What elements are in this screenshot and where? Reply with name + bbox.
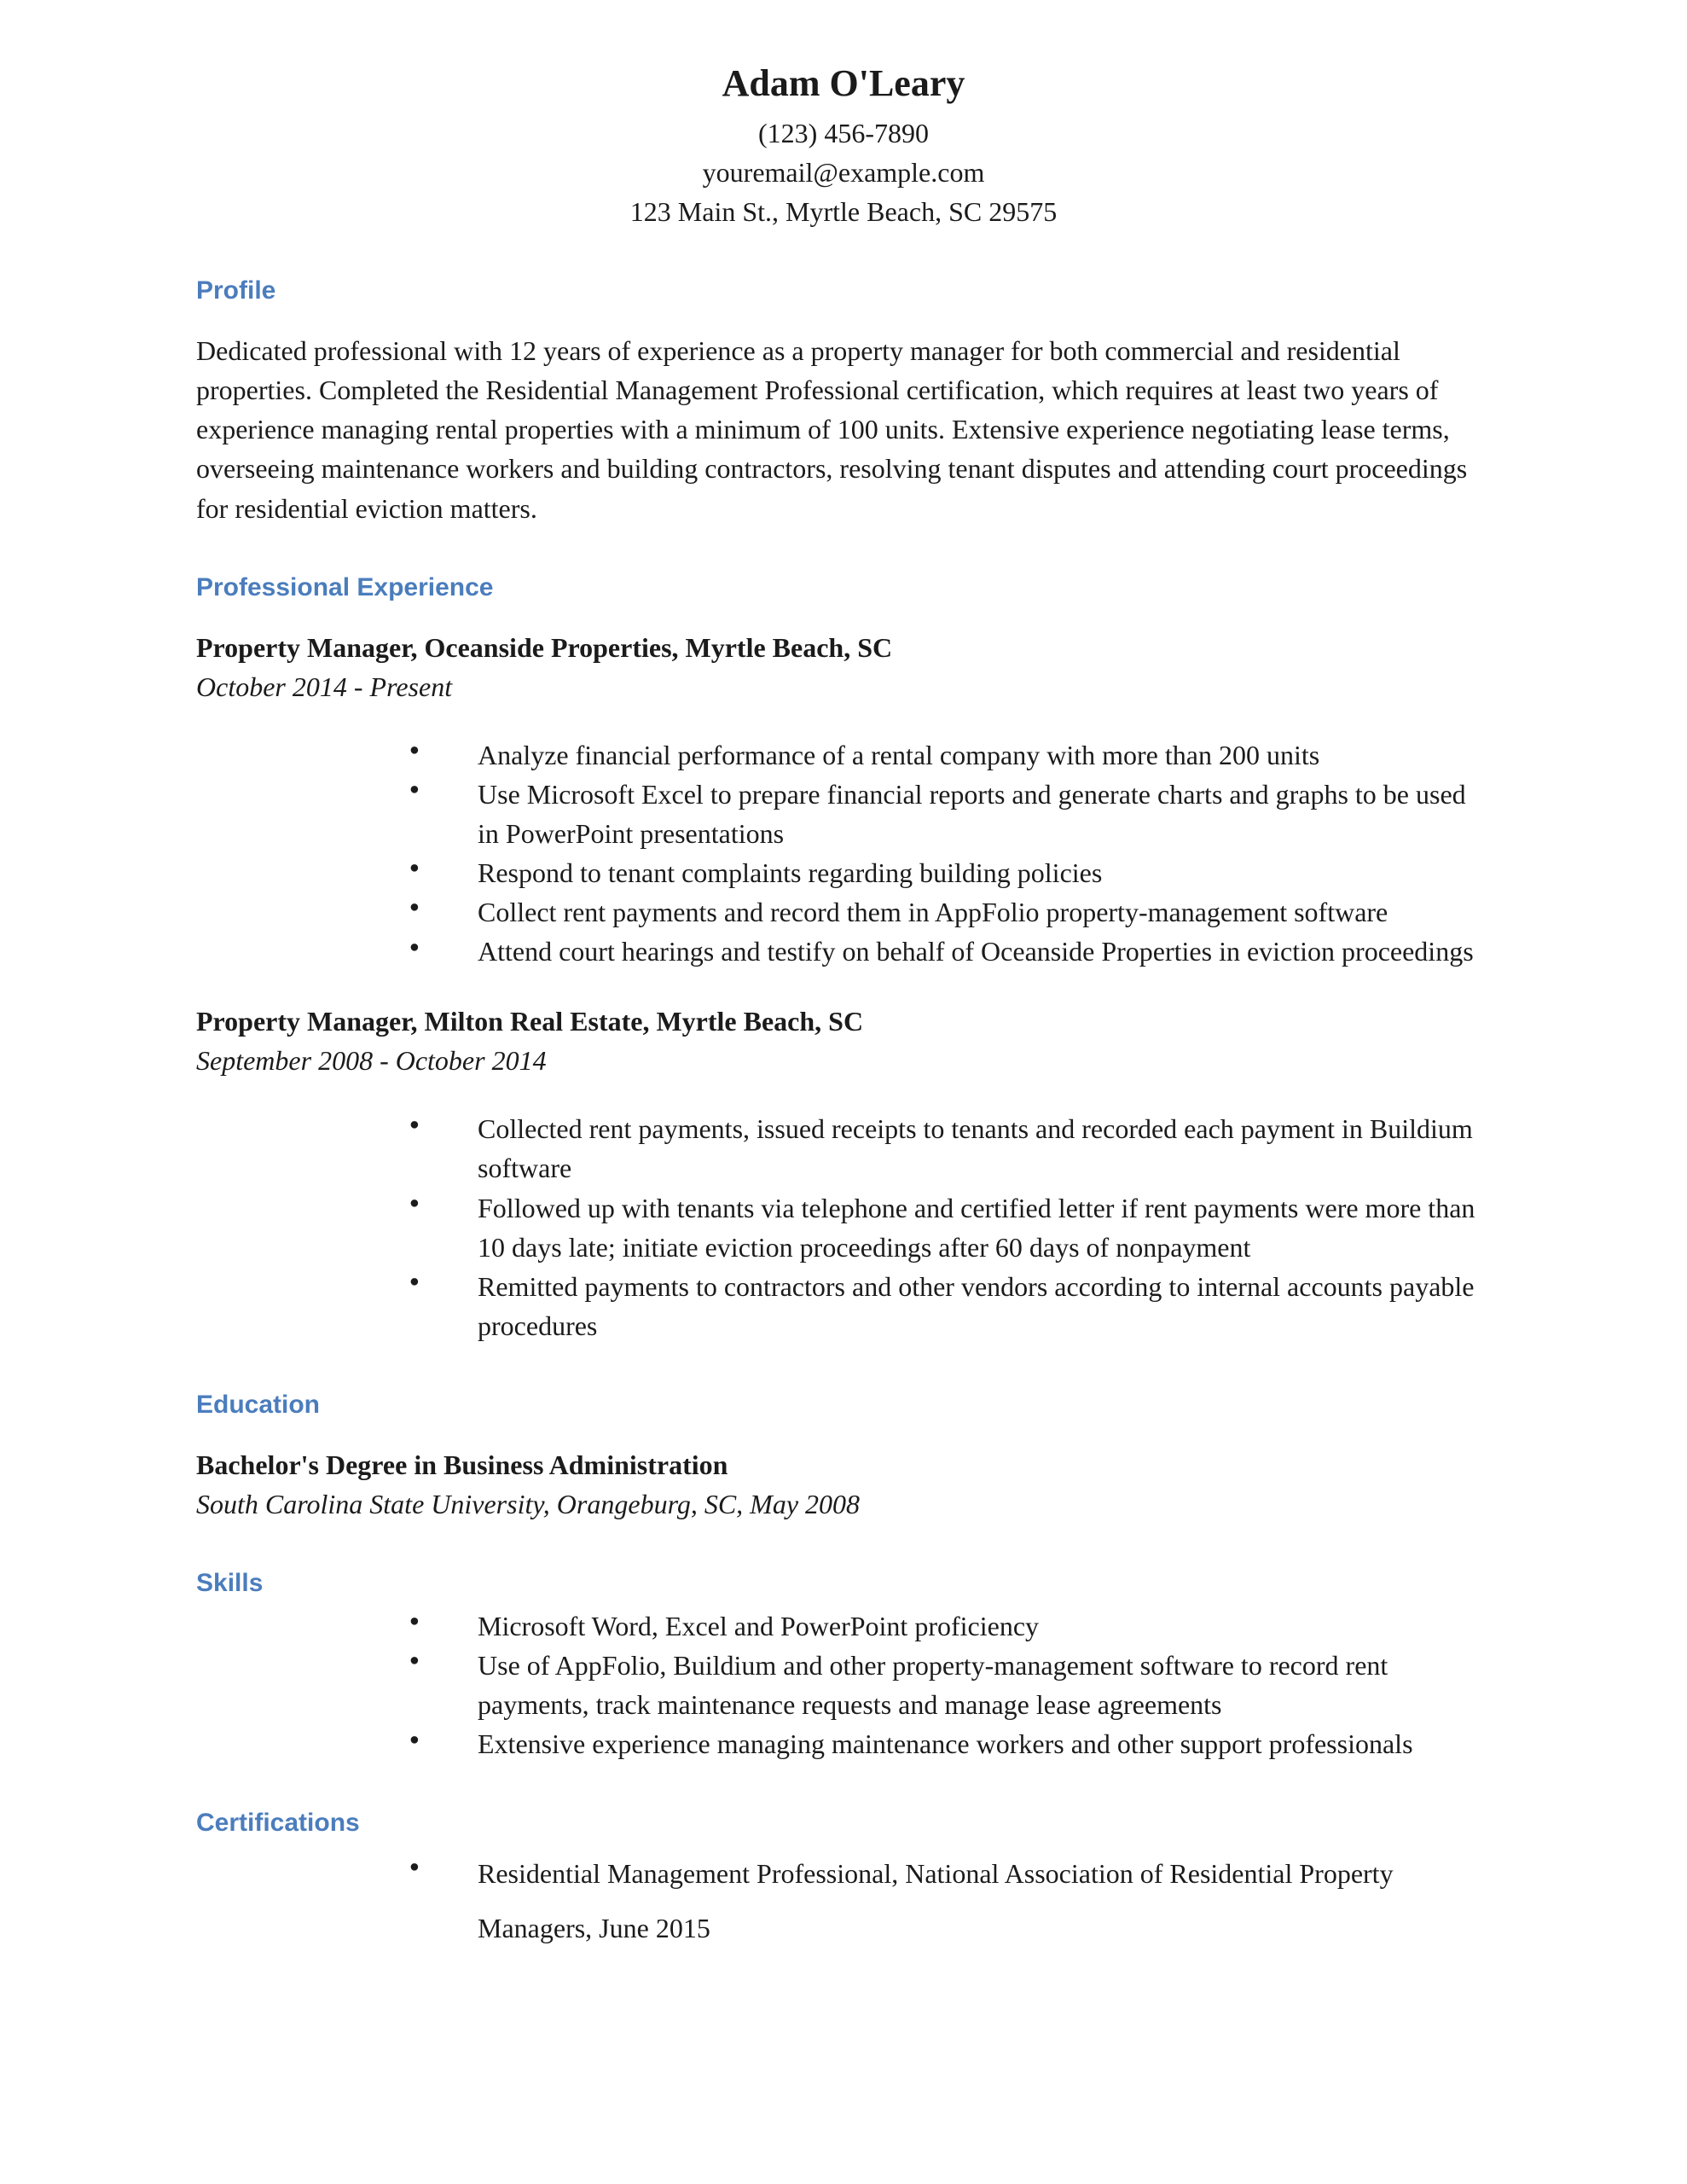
bullet-item: ● Remitted payments to contractors and other vendors according to internal accounts payable procedures	[478, 1267, 1491, 1345]
certifications-heading: Certifications	[196, 1809, 360, 1838]
job-dates: September 2008 - October 2014	[196, 1045, 547, 1077]
job-bullet-list	[196, 735, 1491, 971]
profile-text: Dedicated professional with 12 years of experience as a property manager for both commercial and residential properties. Completed the Residential Management Professional certification, which requires at least two years of experience managing rental properties with a minimum of 100 units. Extensive experience negotiating lease terms, overseeing maintenance workers and building contractors, resolving tenant disputes and attending court proceedings for residential eviction matters.	[196, 335, 1468, 524]
section-experience	[196, 571, 1491, 1345]
bullet-item: ● Use Microsoft Excel to prepare financial reports and generate charts and graphs to be used in PowerPoint presentations	[478, 775, 1491, 853]
education-entry	[196, 1445, 1491, 1524]
job-entry	[196, 628, 1491, 972]
candidate-address: 123 Main St., Myrtle Beach, SC 29575	[629, 196, 1058, 228]
bullet-item: ● Followed up with tenants via telephone and certified letter if rent payments were more than 10 days late; initiate eviction proceedings after 60 days of nonpayment	[478, 1188, 1491, 1267]
school-info: South Carolina State University, Orangeburg, SC, May 2008	[196, 1488, 861, 1519]
skills-bullet-list	[196, 1606, 1491, 1763]
bullet-item: ● Analyze financial performance of a rental company with more than 200 units	[478, 735, 1491, 775]
job-title: Property Manager, Milton Real Estate, Myrtle Beach, SC	[196, 1006, 864, 1037]
job-title: Property Manager, Oceanside Properties, Myrtle Beach, SC	[196, 631, 893, 663]
section-certifications	[196, 1806, 1491, 1955]
bullet-item: ● Extensive experience managing maintenance workers and other support professionals	[478, 1724, 1491, 1763]
certifications-bullet-list	[196, 1846, 1491, 1955]
bullet-item: ● Attend court hearings and testify on behalf of Oceanside Properties in eviction proceedings	[478, 932, 1491, 971]
bullet-item: ● Respond to tenant complaints regarding building policies	[478, 853, 1491, 892]
resume-header	[196, 60, 1491, 231]
job-entry	[196, 1002, 1491, 1345]
bullet-item: ● Collected rent payments, issued receipts to tenants and recorded each payment in Buildium software	[478, 1109, 1491, 1188]
section-skills	[196, 1566, 1491, 1763]
job-bullet-list	[196, 1109, 1491, 1345]
profile-heading: Profile	[196, 276, 276, 305]
candidate-email: youremail@example.com	[702, 157, 985, 189]
section-education	[196, 1388, 1491, 1524]
section-profile	[196, 274, 1491, 527]
bullet-item: ● Microsoft Word, Excel and PowerPoint proficiency	[478, 1606, 1491, 1646]
bullet-item: ● Collect rent payments and record them in AppFolio property-management software	[478, 892, 1491, 932]
degree-title: Bachelor's Degree in Business Administration	[196, 1449, 728, 1480]
job-dates: October 2014 - Present	[196, 671, 453, 702]
experience-heading: Professional Experience	[196, 572, 494, 601]
skills-heading: Skills	[196, 1569, 264, 1598]
bullet-item: ● Residential Management Professional, National Association of Residential Property Managers, June 2015	[478, 1846, 1491, 1955]
bullet-item: ● Use of AppFolio, Buildium and other property-management software to record rent payments, track maintenance requests and manage lease agreements	[478, 1646, 1491, 1724]
candidate-name: Adam O'Leary	[722, 62, 965, 104]
candidate-phone: (123) 456-7890	[758, 118, 929, 148]
education-heading: Education	[196, 1390, 321, 1419]
